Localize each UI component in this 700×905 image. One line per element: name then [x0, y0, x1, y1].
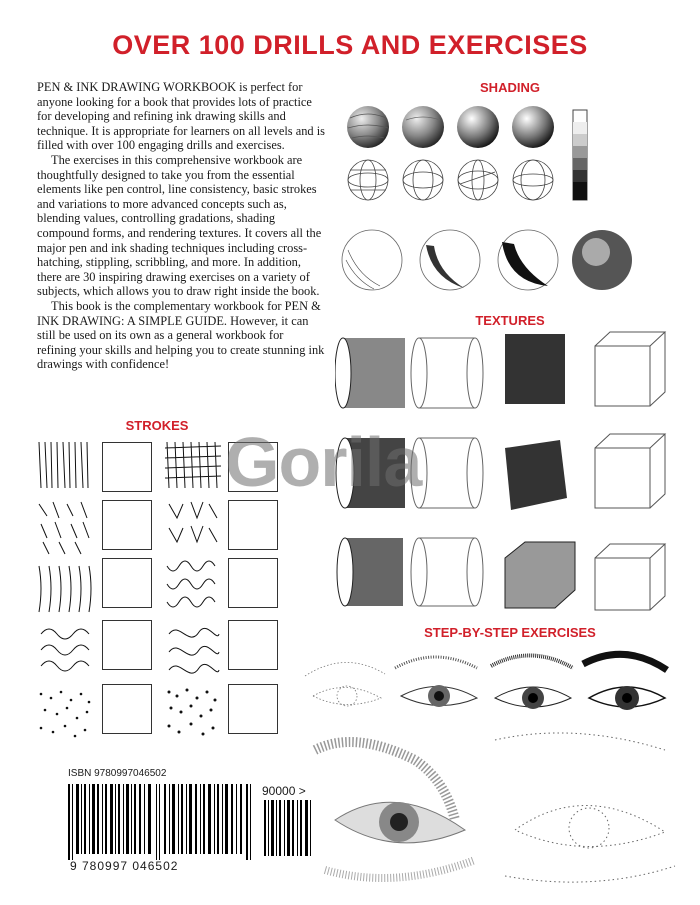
- practice-box: [228, 620, 278, 670]
- practice-box: [102, 684, 152, 734]
- step-by-step-heading: STEP-BY-STEP EXERCISES: [424, 625, 596, 640]
- eye-step-3: [491, 655, 573, 709]
- value-scale: [573, 110, 587, 200]
- price-barcode-icon: [262, 800, 318, 860]
- eye-exercise-illustrations: [295, 640, 690, 902]
- practice-box: [102, 620, 152, 670]
- eye-step-2: [395, 657, 477, 707]
- shaded-sphere-2: [402, 106, 444, 148]
- texture-row-3: [337, 538, 665, 610]
- price-code: 90000 >: [262, 784, 306, 798]
- stroke-samples-left: [35, 438, 95, 748]
- stroke-samples-right: [163, 438, 223, 748]
- large-eye-stippled: [315, 742, 475, 878]
- description-text: [37, 80, 325, 372]
- shading-illustrations: [340, 100, 640, 310]
- strokes-heading: STROKES: [125, 418, 189, 433]
- paragraph-2: The exercises in this comprehensive workbook are thoughtfully designed to take you from the essential elements like pen control, line consistency, basic strokes and variations to more advanced concepts such as, blending values, controlling gradations, shading compound forms, and rendering textures. It covers all the major pen and ink shading techniques including cross-hatching, stippling, scribbling, and more. In addition, there are 30 inspiring drawing exercises on a variety of subjects, which allows you to draw right inside the book.: [37, 152, 322, 299]
- shaded-sphere-3: [457, 106, 499, 148]
- paragraph-1: PEN & INK DRAWING WORKBOOK is perfect for anyone looking for a book that provides lots of practice for developing and refining ink drawing skills and technique. It is appropriate for learners on all levels and is filled with over 100 engaging drills and exercises.: [37, 80, 325, 153]
- page-title: OVER 100 DRILLS AND EXERCISES: [112, 30, 588, 60]
- texture-row-1: [335, 332, 665, 408]
- practice-box: [228, 500, 278, 550]
- barcode-icon: [60, 782, 260, 860]
- shading-heading: SHADING: [480, 80, 540, 95]
- isbn-label: ISBN 9780997046502: [68, 768, 167, 779]
- large-eye-outline: [495, 733, 675, 882]
- practice-box: [102, 558, 152, 608]
- practice-box: [228, 684, 278, 734]
- practice-box: [102, 500, 152, 550]
- practice-box: [228, 558, 278, 608]
- isbn-digits: 9 780997 046502: [70, 859, 179, 873]
- hatched-spheres: [342, 230, 632, 290]
- barcode-area: [60, 768, 322, 878]
- watermark-logo: Gorila: [225, 423, 422, 501]
- eye-step-4: [583, 654, 667, 710]
- wireframe-spheres: [348, 160, 553, 200]
- shaded-sphere-4: [512, 106, 554, 148]
- textures-heading: TEXTURES: [475, 313, 545, 328]
- practice-box: [102, 442, 152, 492]
- shaded-sphere-1: [347, 106, 389, 148]
- paragraph-3: This book is the complementary workbook for PEN & INK DRAWING: A SIMPLE GUIDE. However, it can still be used on its own as a general workbook for refining your skills and helping you to create stunning ink drawings with confidence!: [37, 298, 325, 372]
